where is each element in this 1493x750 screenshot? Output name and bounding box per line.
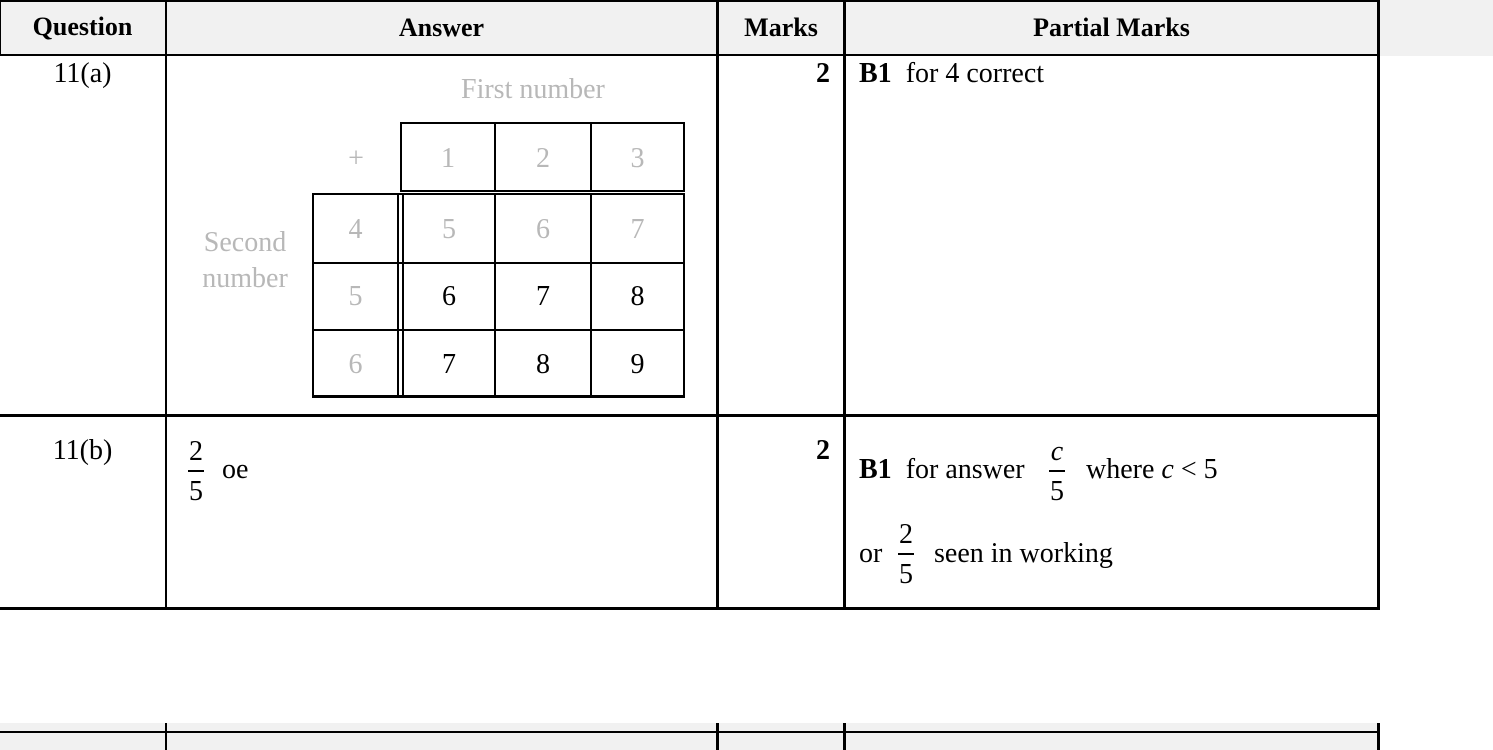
grid-cell: 8 [630, 281, 645, 312]
question-number-11a: 11(a) [53, 58, 112, 89]
partial-fraction-2-over-5 [898, 521, 914, 589]
partial-text: for 4 correct [905, 58, 1045, 89]
partial-text: for answer [905, 454, 1025, 485]
fraction-denominator: 5 [899, 558, 913, 590]
second-number-label-line2: number [202, 263, 288, 294]
grid-cell: 6 [442, 281, 456, 312]
next-table-top [0, 731, 1380, 733]
marks-11a: 2 [816, 58, 830, 89]
header-divider [0, 54, 1380, 56]
next-col-divider-1 [165, 723, 167, 750]
grid-first-value: 2 [536, 143, 550, 174]
grid-second-value: 6 [348, 349, 363, 380]
grid-cell: 7 [442, 349, 456, 380]
partial-fraction-c-over-5 [1049, 438, 1065, 506]
grid-line [312, 395, 685, 398]
grid-line [397, 193, 399, 397]
fraction-denominator: 5 [1050, 475, 1064, 507]
header-question: Question [32, 12, 133, 41]
fraction-bar [898, 553, 914, 555]
marks-11b: 2 [816, 435, 830, 466]
where-text: where [1086, 454, 1155, 485]
next-header-background [0, 723, 1380, 750]
grid-cell: 5 [442, 214, 456, 245]
grid-line [683, 193, 685, 397]
variable-c: c [1161, 454, 1174, 485]
fraction-bar [188, 470, 204, 472]
table-border-bottom [0, 607, 1380, 610]
grid-cell: 6 [536, 214, 550, 245]
fraction-numerator: c [1050, 436, 1064, 467]
answer-fraction-11b [188, 438, 204, 506]
grid-first-value: 1 [441, 143, 455, 174]
question-number-11b: 11(b) [52, 435, 113, 466]
header-marks: Marks [744, 13, 818, 42]
partial-code: B1 [859, 454, 892, 485]
col-divider-question [165, 0, 167, 610]
partial-code: B1 [859, 58, 892, 89]
fraction-numerator: 2 [189, 436, 203, 467]
partial-marks-11b-line1 [859, 456, 1025, 484]
grid-cell: 9 [630, 349, 645, 380]
grid-line [312, 262, 685, 264]
grid-line [312, 329, 685, 331]
second-number-label-line1: Second [203, 227, 287, 258]
fraction-bar [1049, 470, 1065, 472]
grid-cell: 7 [536, 281, 550, 312]
table-border-top [0, 0, 1380, 2]
grid-line [400, 122, 685, 124]
fraction-numerator: 2 [899, 519, 913, 550]
grid-line [400, 190, 685, 192]
grid-first-value: 3 [630, 143, 645, 174]
answer-suffix: oe [222, 454, 249, 485]
col-divider-answer [716, 0, 719, 610]
partial-seen-in-working: seen in working [934, 538, 1113, 569]
partial-marks-11a [859, 60, 1044, 88]
next-col-divider-2 [716, 723, 719, 750]
next-col-divider-4 [1377, 723, 1380, 750]
header-partial-marks: Partial Marks [1033, 13, 1190, 42]
partial-or-text: or [859, 538, 883, 569]
grid-line [312, 193, 685, 195]
table-border-right [1377, 0, 1380, 610]
grid-second-value: 4 [348, 214, 363, 245]
grid-operator: + [348, 143, 364, 174]
next-col-divider-3 [843, 723, 846, 750]
grid-second-value: 5 [348, 281, 363, 312]
fraction-denominator: 5 [189, 475, 203, 507]
grid-line [683, 122, 685, 192]
header-answer: Answer [398, 13, 485, 42]
condition-text: < 5 [1180, 454, 1218, 485]
row-divider [0, 414, 1380, 417]
first-number-label: First number [461, 74, 605, 105]
grid-cell: 7 [630, 214, 645, 245]
partial-condition [1086, 456, 1218, 484]
col-divider-marks [843, 0, 846, 610]
grid-cell: 8 [536, 349, 550, 380]
